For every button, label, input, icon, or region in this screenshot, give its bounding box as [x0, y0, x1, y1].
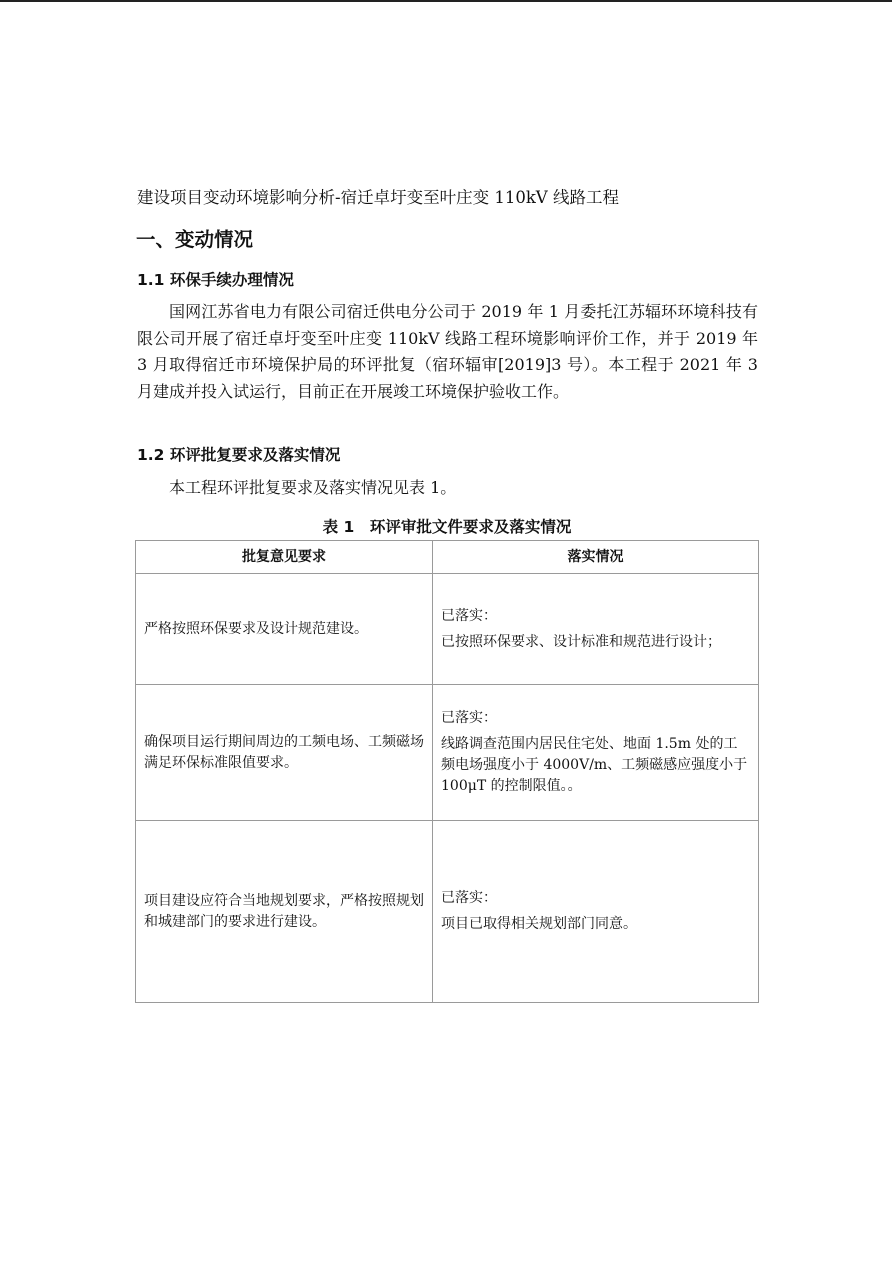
document-title: 建设项目变动环境影响分析-宿迁卓圩变至叶庄变 110kV 线路工程: [137, 188, 619, 207]
section-heading-changes: 一、变动情况: [136, 228, 254, 251]
status-text: 已落实：: [441, 710, 497, 726]
table-row: [136, 685, 759, 821]
status-text: 已落实：: [441, 890, 497, 906]
requirement-cell: 项目建设应符合当地规划要求，严格按照规划和城建部门的要求进行建设。: [136, 821, 433, 1003]
implementation-detail: 线路调查范围内居民住宅处、地面 1.5m 处的工频电场强度小于 4000V/m、工频磁感应强度小于 100μT 的控制限值。。: [441, 736, 748, 794]
header-requirement: 批复意见要求: [136, 541, 433, 574]
page-top-border: [0, 0, 892, 2]
requirement-cell: 严格按照环保要求及设计规范建设。: [136, 574, 433, 685]
paragraph-permits: 国网江苏省电力有限公司宿迁供电分公司于 2019 年 1 月委托江苏辐环环境科技有限公司开展了宿迁卓圩变至叶庄变 110kV 线路工程环境影响评价工作，并于 2019 年 3 月取得宿迁市环境保护局的环评批复（宿环辐审[2019]3 号）。本工程于 2021 年 3 月建成并投入试运行，目前正在开展竣工环境保护验收工作。: [137, 302, 758, 401]
table-caption: 表 1 环评审批文件要求及落实情况: [322, 518, 572, 536]
implementation-detail: 已按照环保要求、设计标准和规范进行设计；: [441, 633, 721, 650]
implementation-detail: 项目已取得相关规划部门同意。: [441, 916, 637, 932]
header-implementation: 落实情况: [433, 541, 759, 574]
table-row: [136, 821, 759, 1003]
paragraph-approval: 本工程环评批复要求及落实情况见表 1。: [169, 478, 457, 497]
table-header-row: [136, 541, 759, 574]
subsection-heading-approval: 1.2 环评批复要求及落实情况: [137, 446, 341, 464]
subsection-heading-permits: 1.1 环保手续办理情况: [137, 271, 294, 289]
requirements-table: [135, 540, 759, 1003]
implementation-cell: [433, 685, 759, 821]
status-text: 已落实：: [441, 607, 497, 624]
requirement-cell: 确保项目运行期间周边的工频电场、工频磁场满足环保标准限值要求。: [136, 685, 433, 821]
implementation-cell: [433, 821, 759, 1003]
implementation-cell: [433, 574, 759, 685]
table-row: [136, 574, 759, 685]
